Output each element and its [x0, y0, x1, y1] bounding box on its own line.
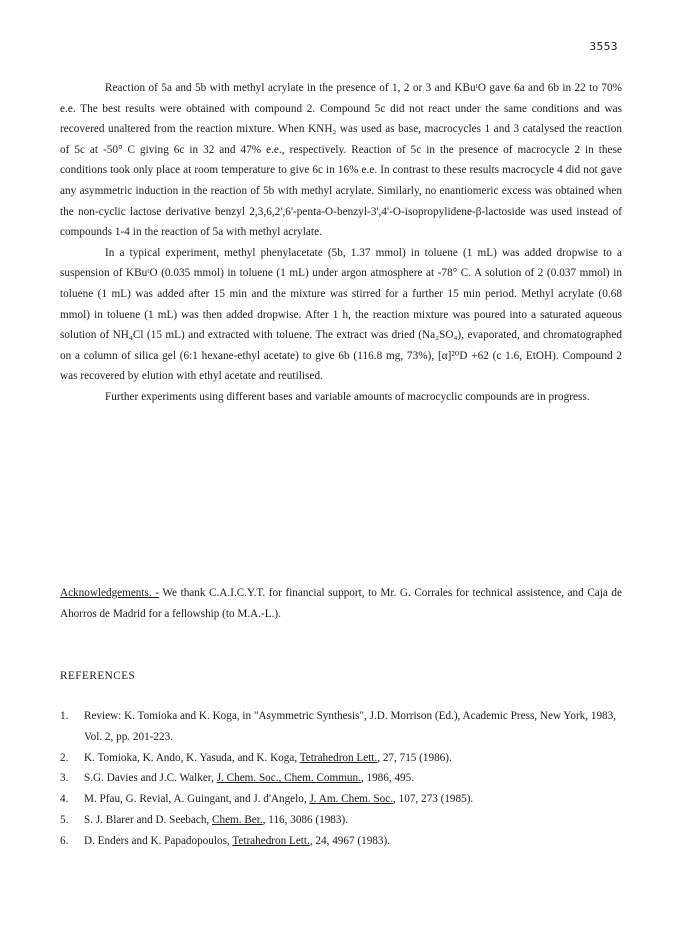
reference-number: 5. — [60, 813, 69, 826]
references-heading: REFERENCES — [60, 670, 136, 682]
acknowledgements — [60, 583, 622, 624]
paragraph-further: Further experiments using different bases and variable amounts of macrocyclic compounds are in progress. — [105, 390, 590, 403]
reference-number: 2. — [60, 751, 69, 764]
reference-citation: , 1986, 495. — [360, 772, 415, 785]
reference-citation: , 116, 3086 (1983). — [262, 813, 349, 826]
reference-citation: , 107, 273 (1985). — [393, 793, 474, 806]
reference-journal: J. Am. Chem. Soc. — [309, 793, 394, 806]
reference-authors: S. J. Blarer and D. Seebach, — [84, 813, 213, 826]
reference-authors: D. Enders and K. Papadopoulos, — [84, 834, 233, 847]
reference-item — [60, 768, 622, 789]
reference-journal: Tetrahedron Lett. — [299, 751, 378, 764]
reference-item — [60, 831, 622, 852]
reference-item — [60, 789, 622, 810]
reference-item — [60, 810, 622, 831]
reference-citation: , 27, 715 (1986). — [377, 751, 452, 764]
reference-authors: K. Tomioka, K. Ando, K. Yasuda, and K. Koga, — [84, 751, 300, 764]
reference-journal: Chem. Ber. — [212, 813, 263, 826]
reference-number: 3. — [60, 772, 69, 785]
reference-journal: Tetrahedron Lett. — [232, 834, 310, 847]
body-text — [60, 78, 622, 408]
reference-authors: M. Pfau, G. Revial, A. Guingant, and J. d'Angelo, — [84, 793, 310, 806]
paragraph-experiment: In a typical experiment, methyl phenylacetate (5b, 1.37 mmol) in toluene (1 mL) was added dropwise to a suspension of KBuᵗO (0.035 mmol) in toluene (1 mL) under argon atmosphere at -78° C. A solution of 2 (0.037 mmol) in toluene (1 mL) was added after 15 min and the mixture was stirred for a further 15 min period. Methyl acrylate (0.68 mmol) in toluene (1 mL) was then added dropwise. After 1 h, the reaction mixture was poured into a saturated aqueous solution of NH₄Cl (15 mL) and extracted with toluene. The extract was dried (Na₂SO₄), evaporated, and chromatographed on a column of silica gel (6:1 hexane-ethyl acetate) to give 6b (116.8 mg, 73%), [α]²⁰D +62 (c 1.6, EtOH). Compound 2 was recovered by elution with ethyl acetate and reutilised. — [60, 246, 622, 383]
reference-number: 6. — [60, 834, 69, 847]
acknowledgements-heading: Acknowledgements. - — [60, 587, 159, 599]
reference-item — [60, 748, 622, 769]
page-number: 3553 — [589, 40, 618, 53]
reference-number: 4. — [60, 793, 69, 806]
acknowledgements-text: We thank C.A.I.C.Y.T. for financial support, to Mr. G. Corrales for technical assistence, and Caja de Ahorros de Madrid for a fellowship (to M.A.-L.). — [60, 587, 622, 620]
reference-journal: J. Chem. Soc., Chem. Commun. — [216, 772, 361, 785]
reference-text: Review: K. Tomioka and K. Koga, in "Asymmetric Synthesis", J.D. Morrison (Ed.), Academic Press, New York, 1983, Vol. 2, pp. 201-223. — [84, 710, 617, 743]
reference-item — [60, 706, 622, 748]
reference-citation: , 24, 4967 (1983). — [309, 834, 390, 847]
references-list — [60, 706, 622, 852]
paragraph-results: Reaction of 5a and 5b with methyl acrylate in the presence of 1, 2 or 3 and KBuᵗO gave 6a and 6b in 22 to 70% e.e. The best results were obtained with compound 2. Compound 5c did not react under the same conditions and was recovered unaltered from the reaction mixture. When KNH₂ was used as base, macrocycles 1 and 3 catalysed the reaction of 5c at -50° C giving 6c in 32 and 47% e.e., respectively. Reaction of 5c in the presence of macrocycle 2 in these conditions took only place at room temperature to give 6c in 16% e.e. In contrast to these results macrocycle 4 did not gave any asymmetric induction in the reaction of 5b with methyl acrylate. Similarly, no enantiomeric excess was obtained when the non-cyclic lactose derivative benzyl 2,3,6,2',6'-penta-O-benzyl-3',4'-O-isopropylidene-β-lactoside was used instead of compounds 1-4 in the reaction of 5a with methyl acrylate. — [60, 82, 622, 239]
reference-authors: S.G. Davies and J.C. Walker, — [84, 772, 217, 785]
reference-number: 1. — [60, 710, 69, 722]
